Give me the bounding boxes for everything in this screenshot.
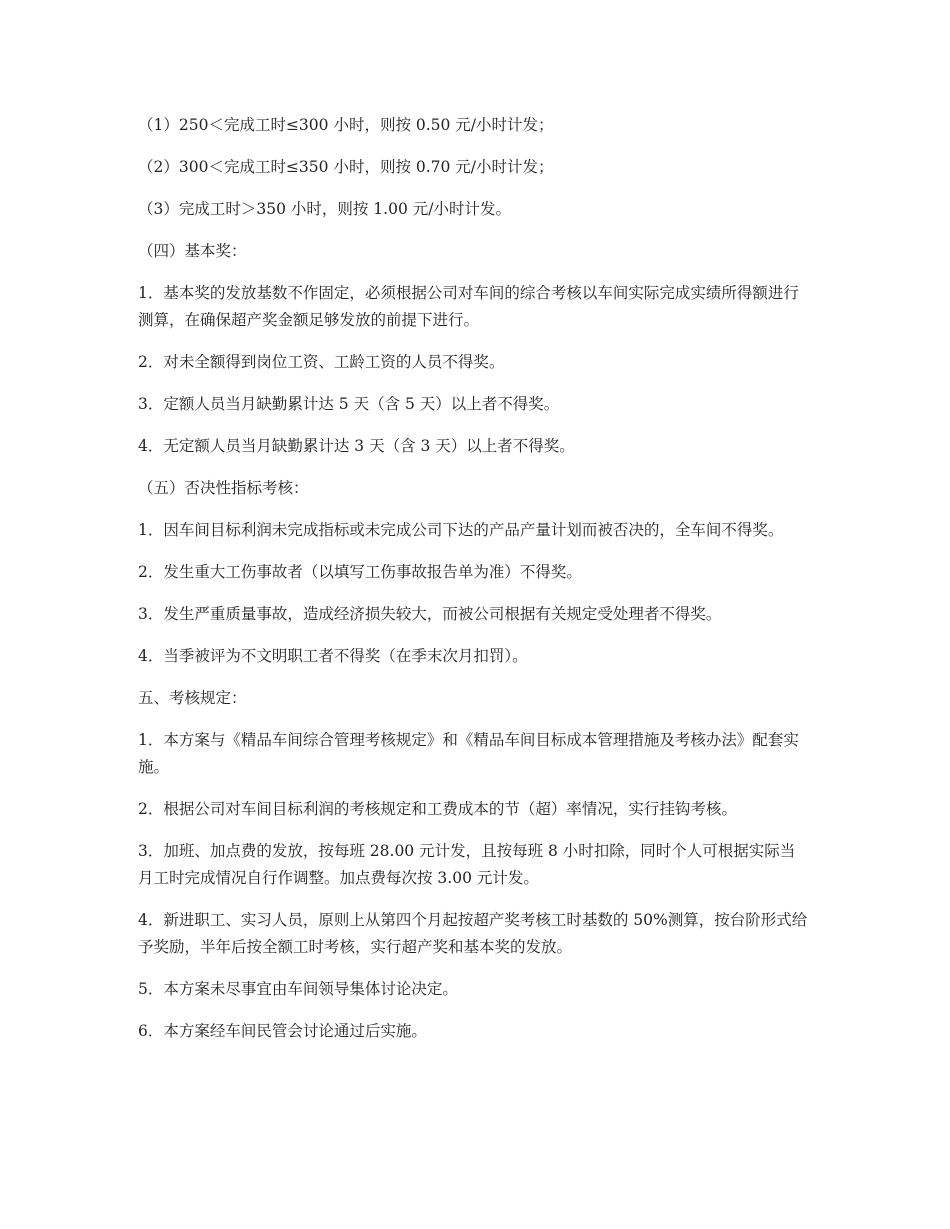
paragraph-7: 3．定额人员当月缺勤累计达 5 天（含 5 天）以上者不得奖。 bbox=[138, 395, 560, 413]
section-heading-basic-bonus: （四）基本奖： bbox=[138, 242, 247, 260]
paragraph-12: 3．发生严重质量事故，造成经济损失较大，而被公司根据有关规定受处理者不得奖。 bbox=[138, 605, 722, 623]
section-heading-veto-indicators: （五）否决性指标考核： bbox=[138, 479, 309, 497]
paragraph-8: 4．无定额人员当月缺勤累计达 3 天（含 3 天）以上者不得奖。 bbox=[138, 437, 575, 455]
paragraph-6: 2．对未全额得到岗位工资、工龄工资的人员不得奖。 bbox=[138, 353, 505, 371]
paragraph-15: 1．本方案与《精品车间综合管理考核规定》和《精品车间目标成本管理措施及考核办法》配套实施。 bbox=[138, 731, 799, 776]
paragraph-19: 5．本方案未尽事宜由车间领导集体讨论决定。 bbox=[138, 980, 458, 998]
paragraph-10: 1．因车间目标利润未完成指标或未完成公司下达的产品产量计划而被否决的，全车间不得奖。 bbox=[138, 521, 784, 539]
paragraph-17: 3．加班、加点费的发放，按每班 28.00 元计发，且按每班 8 小时扣除，同时个人可根据实际当月工时完成情况自行作调整。加点费每次按 3.00 元计发。 bbox=[138, 842, 796, 887]
paragraph-5: 1．基本奖的发放基数不作固定，必须根据公司对车间的综合考核以车间实际完成实绩所得额进行测算，在确保超产奖金额足够发放的前提下进行。 bbox=[138, 284, 799, 329]
paragraph-11: 2．发生重大工伤事故者（以填写工伤事故报告单为准）不得奖。 bbox=[138, 563, 582, 581]
paragraph-18: 4．新进职工、实习人员，原则上从第四个月起按超产奖考核工时基数的 50%测算，按台阶形式给予奖励，半年后按全额工时考核，实行超产奖和基本奖的发放。 bbox=[138, 911, 808, 956]
paragraph-16: 2．根据公司对车间目标利润的考核规定和工费成本的节（超）率情况，实行挂钩考核。 bbox=[138, 800, 737, 818]
document-body bbox=[138, 112, 808, 1060]
paragraph-13: 4．当季被评为不文明职工者不得奖（在季末次月扣罚）。 bbox=[138, 647, 528, 665]
paragraph-2: （2）300＜完成工时≤350 小时，则按 0.70 元/小时计发； bbox=[138, 158, 554, 176]
section-heading-assessment-rules: 五、考核规定： bbox=[138, 689, 247, 707]
paragraph-3: （3）完成工时＞350 小时，则按 1.00 元/小时计发。 bbox=[138, 200, 511, 218]
paragraph-20: 6．本方案经车间民管会讨论通过后实施。 bbox=[138, 1022, 427, 1040]
paragraph-1: （1）250＜完成工时≤300 小时，则按 0.50 元/小时计发； bbox=[138, 116, 554, 134]
